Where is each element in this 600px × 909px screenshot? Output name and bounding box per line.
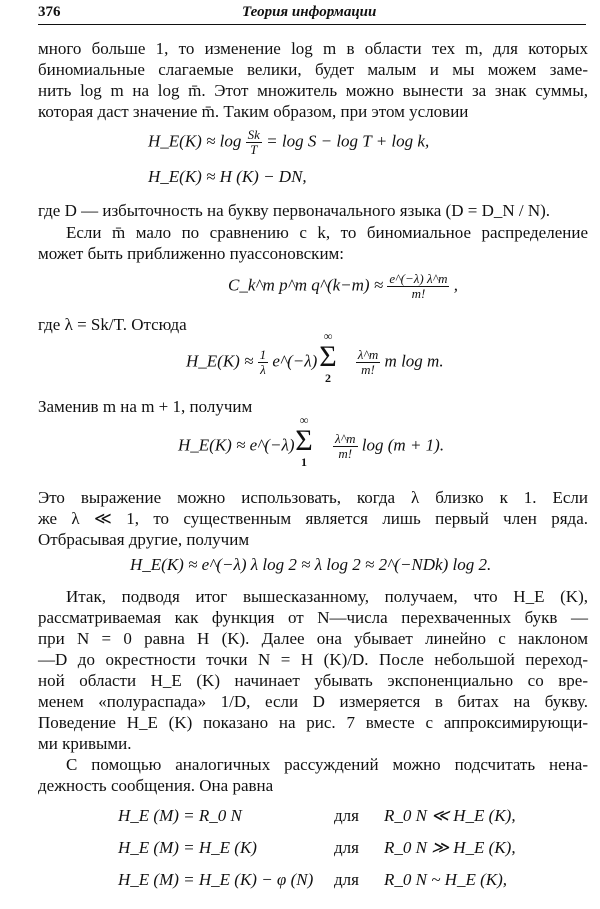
summation-upper-limit: ∞ [323,329,333,343]
case-condition: R_0 N ≪ H_E (K), [384,806,516,825]
fraction-denominator: m! [411,286,426,301]
paragraph-1 [38,38,588,122]
case-word: для [334,870,359,889]
equation-1 [148,128,429,157]
page-header [38,2,586,25]
text-line: Это выражение можно использовать, когда λ близко к 1. Если [38,488,588,507]
equation-5-lhs: H_E(K) ≈ e^(−λ) [178,435,295,455]
equation-1-rhs: = log S − log T + log k, [266,131,430,151]
text-line: которая даст значение m̄. Таким образом, при этом условии [38,102,469,121]
case-expression: H_E (M) = H_E (K) − φ (N) [118,870,314,889]
paragraph-2 [38,200,588,221]
equation-4-lhs: H_E(K) ≈ [186,351,254,371]
text-line: же λ ≪ 1, то существенным является лишь первый член ряда. [38,509,588,528]
case-expression: H_E (M) = H_E (K) [118,838,257,857]
equation-3-tail: , [453,275,458,295]
equation-2: H_E(K) ≈ H (K) − DN, [148,167,307,186]
fraction [387,272,449,301]
summation-symbol: ∞ Σ 2 [319,329,337,385]
fraction [356,348,381,377]
text-line: Итак, подводя итог вышесказанному, получаем, что H_E (K), [66,587,588,606]
text-line: много больше 1, то изменение log m в области тех m, для которых [38,39,588,58]
fraction-numerator: e^(−λ) λ^m [389,271,448,286]
summation-upper-limit: ∞ [299,413,309,427]
text-line: —D до окрестности точки N = H (K)/D. После небольшой переход- [38,650,588,669]
text-line: менем «полураспада» 1/D, если D измеряется в битах на букву. [38,692,588,711]
fraction-denominator: m! [361,362,375,377]
equation-3 [228,272,458,301]
text-line: Заменив m на m + 1, получим [38,397,253,416]
paragraph-3 [38,222,588,264]
case-condition: R_0 N ~ H_E (K), [384,870,507,889]
paragraph-7 [38,586,588,754]
fraction-numerator: λ^m [357,347,379,362]
fraction-numerator: 1 [259,347,267,362]
equation-1-lhs: H_E(K) ≈ log [148,131,242,151]
summation-lower-limit: 2 [325,371,331,385]
paragraph-6 [38,487,588,550]
text-line: С помощью аналогичных рассуждений можно подсчитать нена- [66,755,588,774]
fraction-numerator: λ^m [335,431,356,446]
equation-4-rhs: m log m. [384,351,444,371]
text-line: ми кривыми. [38,734,132,753]
equation-3-lhs: C_k^m p^m q^(k−m) ≈ [228,275,384,295]
text-line: дежность сообщения. Она равна [38,776,274,795]
fraction-numerator: Sk [247,127,260,142]
text-line: Если m̄ мало по сравнению с k, то биномиальное распределение [66,223,588,242]
paragraph-8 [38,754,588,796]
equation-6: H_E(K) ≈ e^(−λ) λ log 2 ≈ λ log 2 ≈ 2^(−NDk) log 2. [130,555,492,574]
fraction [246,128,262,157]
equation-5-rhs: log (m + 1). [361,435,445,455]
text-line: где λ = Sk/T. Отсюда [38,315,187,334]
case-word: для [334,806,359,825]
text-line: Поведение H_E (K) показано на рис. 7 вместе с аппроксимирующи- [38,713,588,732]
case-word: для [334,838,359,857]
paragraph-4 [38,314,588,335]
text-line: нить log m на log m̄. Этот множитель можно вынести за знак суммы, [38,81,588,100]
text-line: может быть приближенно пуассоновским: [38,244,345,263]
summation-symbol: ∞ Σ 1 [295,413,313,469]
text-line: рассматриваемая как функция от N—числа перехваченных букв — [38,608,588,627]
fraction [333,432,358,461]
case-condition: R_0 N ≫ H_E (K), [384,838,516,857]
page-number: 376 [38,4,61,20]
fraction-denominator: T [250,142,258,157]
fraction-denominator: m! [338,446,353,461]
running-title: Теория информации [242,4,377,20]
equation-4 [186,348,444,377]
text-line: биномиальные слагаемые велики, будет малым и мы можем заме- [38,60,588,79]
case-expression: H_E (M) = R_0 N [118,806,242,825]
text-line: Отбрасывая другие, получим [38,530,250,549]
text-line: при N = 0 равна H (K). Далее она убывает линейно с наклоном [38,629,588,648]
text-line: ной области H_E (K) начинает убывать экспоненциально со вре- [38,671,588,690]
summation-lower-limit: 1 [301,455,307,469]
equation-4-exp: e^(−λ) [272,351,318,371]
fraction [258,348,269,377]
fraction-denominator: λ [260,362,266,377]
text-line: где D — избыточность на букву первоначального языка (D = D_N / N). [38,201,551,220]
